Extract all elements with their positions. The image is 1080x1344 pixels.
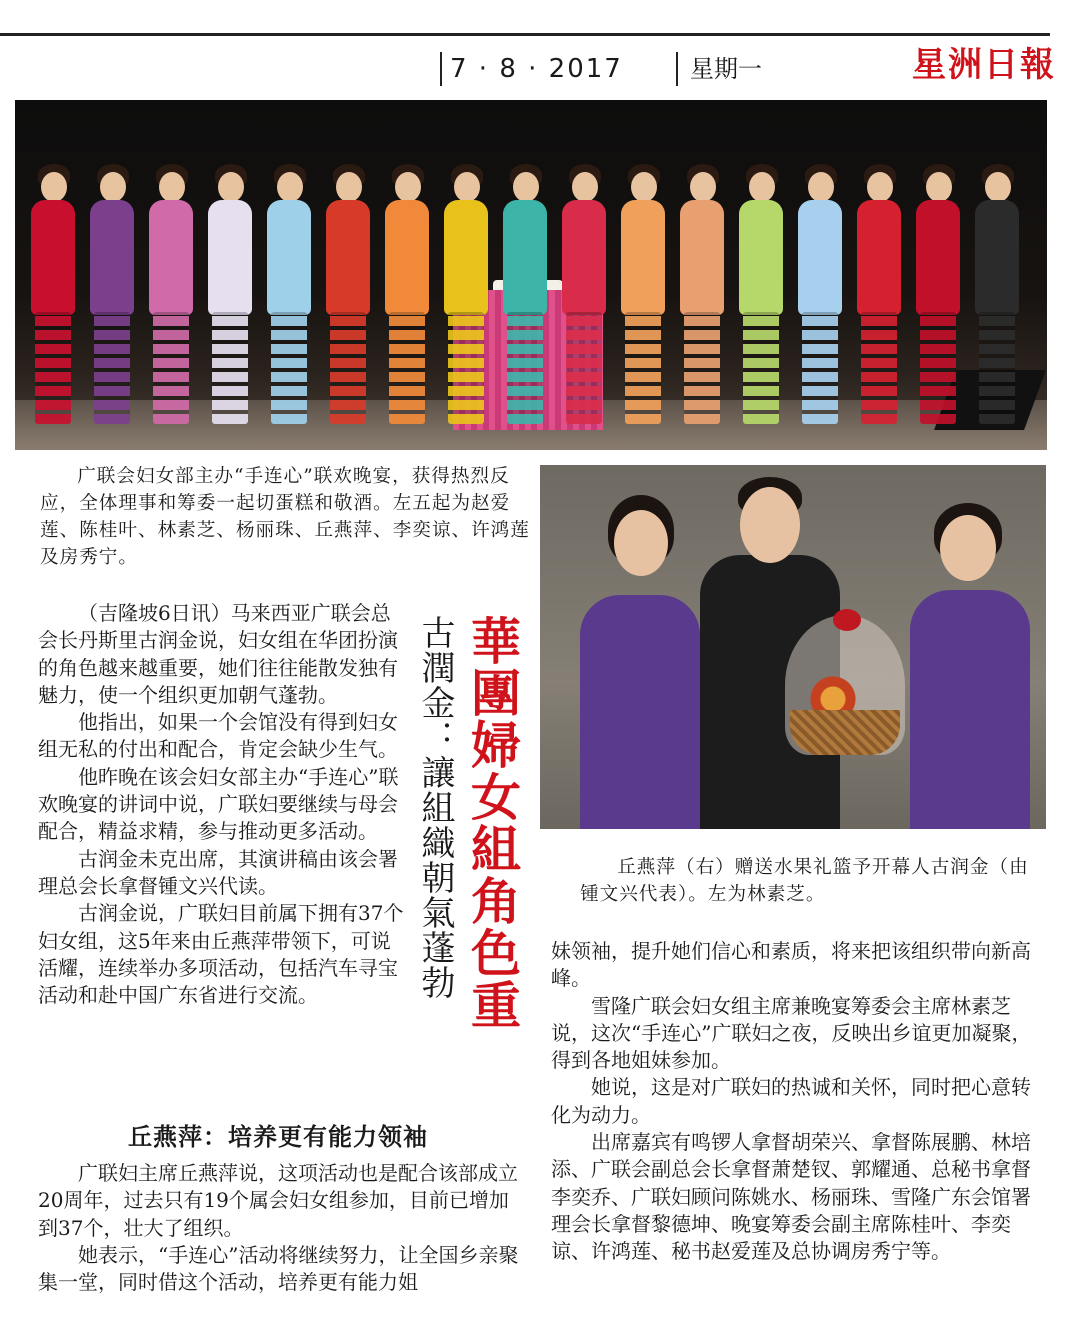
headline: 華團婦女組角色重 (463, 615, 521, 1031)
performer-figure (145, 100, 197, 430)
photo1-caption (40, 463, 530, 571)
performer-figure (27, 100, 79, 430)
issue-weekday: 星期一 (676, 52, 762, 86)
paragraph: 她表示，“手连心”活动将继续努力，让全国乡亲聚集一堂，同时借这个活动，培养更有能力姐 (38, 1242, 519, 1295)
photo1-caption-text: 广联会妇女部主办“手连心”联欢晚宴，获得热烈反应，全体理事和筹委一起切蛋糕和敬酒。左五起为赵爱莲、陈桂叶、林素芝、杨丽珠、丘燕萍、李奕谅、许鸿莲及房秀宁。 (40, 466, 530, 568)
paragraph: 她说，这是对广联妇的热诚和关怀，同时把心意转化为动力。 (551, 1075, 1031, 1127)
performer-figure (558, 100, 610, 430)
subheadline: 古潤金：讓組織朝氣蓬勃 (415, 615, 455, 1000)
masthead-logo: 星洲日報 (912, 45, 1056, 85)
performer-figure (263, 100, 315, 430)
gift-presentation-photo (540, 465, 1046, 829)
photo2-caption (580, 854, 1030, 908)
paragraph: 古润金说，广联妇目前属下拥有37个妇女组，这5年来由丘燕萍带领下，可说活耀，连续举办多项活动，包括汽车寻宝活动和赴中国广东省进行交流。 (38, 901, 404, 1008)
performer-figure (912, 100, 964, 430)
paragraph: 出席嘉宾有鸣锣人拿督胡荣兴、拿督陈展鹏、林培添、广联会副总会长拿督萧楚钗、郭耀通、总秘书拿督李奕乔、广联妇顾问陈姚水、杨丽珠、雪隆广东会馆署理会长拿督黎德坤、晚宴筹委会副主席陈桂叶、李奕谅、许鸿莲、秘书赵爱莲及总协调房秀宁等。 (551, 1130, 1031, 1264)
article-body-right (551, 938, 1035, 1266)
performer-figure (676, 100, 728, 430)
paragraph: 他指出，如果一个会馆没有得到妇女组无私的付出和配合，肯定会缺少生气。 (38, 710, 398, 762)
section-subhead: 丘燕萍：培养更有能力领袖 (128, 1123, 428, 1151)
performer-figure (86, 100, 138, 430)
paragraph: （吉隆坡6日讯）马来西亚广联会总会长丹斯里古润金说，妇女组在华团扮演的角色越来越重要，她们往往能散发独有魅力，使一个组织更加朝气蓬勃。 (38, 601, 398, 707)
performer-figure (735, 100, 787, 430)
paragraph: 雪隆广联会妇女组主席兼晚宴筹委会主席林素芝说，这次“手连心”广联妇之夜，反映出乡谊更加凝聚，得到各地姐妹参加。 (551, 993, 1032, 1073)
photo2-caption-text: 丘燕萍（右）赠送水果礼篮予开幕人古润金（由锺文兴代表）。左为林素芝。 (580, 857, 1029, 905)
stage-group-photo (15, 100, 1047, 450)
performer-figure (499, 100, 551, 430)
performer-figure (440, 100, 492, 430)
performer-figure (381, 100, 433, 430)
article-body-left (38, 600, 408, 1009)
performer-figure (322, 100, 374, 430)
top-rule (0, 33, 1050, 36)
issue-date: 7 · 8 · 2017 (440, 52, 623, 86)
performer-figure (617, 100, 669, 430)
paragraph: 广联妇主席丘燕萍说，这项活动也是配合该部成立20周年，过去只有19个属会妇女组参加，目前已增加到37个，壮大了组织。 (38, 1161, 518, 1240)
performer-figure (794, 100, 846, 430)
paragraph: 他昨晚在该会妇女部主办“手连心”联欢晚宴的讲词中说，广联妇要继续与母会配合，精益求精，参与推动更多活动。 (38, 764, 399, 844)
performer-figure (971, 100, 1023, 430)
fruit-basket (785, 615, 905, 755)
performer-figure (853, 100, 905, 430)
performer-figure (204, 100, 256, 430)
article-body-bottom (38, 1160, 520, 1296)
paragraph: 妹领袖，提升她们信心和素质，将来把该组织带向新高峰。 (551, 939, 1031, 991)
paragraph: 古润金未克出席，其演讲稿由该会署理总会长拿督锺文兴代读。 (38, 846, 398, 898)
